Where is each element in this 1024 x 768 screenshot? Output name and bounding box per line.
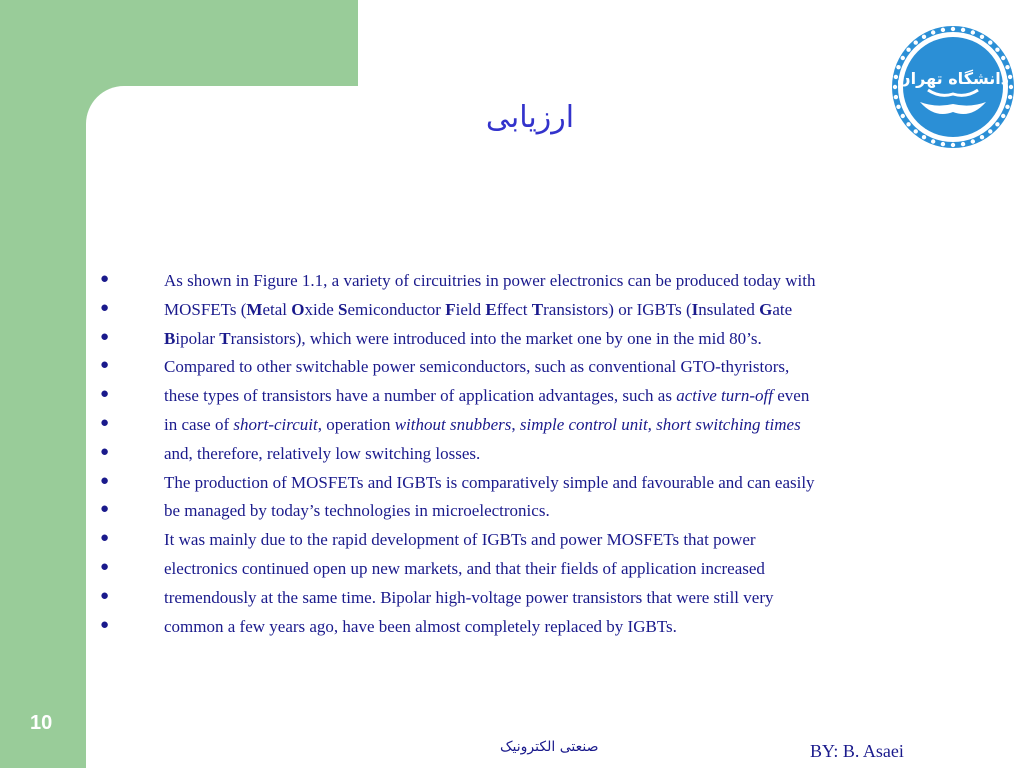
bullet-line: [100, 356, 1000, 385]
bullet-text: electronics continued open up new markets, and that their fields of application increased: [164, 558, 765, 578]
bullet-marker: ●: [100, 587, 110, 604]
bullet-marker: ●: [100, 271, 110, 287]
footer-author: BY: B. Asaei: [810, 741, 904, 761]
bullet-marker: ●: [100, 501, 110, 518]
bullet-text: these types of transistors have a number of application advantages, such as active turn-off even: [164, 386, 810, 406]
bullet-text: MOSFETs (Metal Oxide Semiconductor Field Effect Transistors) or IGBTs (Insulated Gate: [164, 299, 793, 319]
bullet-marker: ●: [100, 386, 110, 403]
bullet-text: Compared to other switchable power semiconductors, such as conventional GTO-thyristors,: [164, 357, 790, 377]
bullet-line: [100, 558, 1000, 587]
bullet-marker: ●: [100, 443, 110, 460]
bullet-line: [100, 414, 1000, 443]
top-left-band: [0, 0, 358, 88]
bullet-line: [100, 443, 1000, 472]
bullet-marker: ●: [100, 472, 110, 489]
bullet-list: [100, 270, 1000, 644]
bullet-line: [100, 328, 1000, 357]
bullet-marker: ●: [100, 299, 110, 316]
bullet-marker: ●: [100, 357, 110, 374]
bullet-text: be managed by today’s technologies in microelectronics.: [164, 501, 550, 521]
bullet-text: It was mainly due to the rapid development of IGBTs and power MOSFETs that power: [164, 530, 756, 550]
bullet-text: in case of short-circuit, operation without snubbers, simple control unit, short switching times: [164, 414, 801, 434]
bullet-marker: ●: [100, 328, 110, 345]
bullet-text: tremendously at the same time. Bipolar high-voltage power transistors that were still very: [164, 587, 774, 607]
university-seal-icon: [890, 24, 1016, 150]
slide-number: 10: [30, 712, 53, 734]
university-logo: [890, 24, 1016, 150]
bullet-line: [100, 616, 1000, 645]
bullet-marker: ●: [100, 414, 110, 431]
bullet-text: common a few years ago, have been almost completely replaced by IGBTs.: [164, 616, 677, 636]
footer-course-name: صنعتی الکترونیک: [500, 739, 599, 755]
bullet-line: [100, 472, 1000, 501]
bullet-line: [100, 587, 1000, 616]
bullet-marker: ●: [100, 558, 110, 575]
svg-text:دانشگاه تهران: دانشگاه تهران: [897, 69, 1009, 88]
bullet-text: The production of MOSFETs and IGBTs is comparatively simple and favourable and can easily: [164, 472, 815, 492]
bullet-line: [100, 385, 1000, 414]
bullet-marker: ●: [100, 530, 110, 547]
bullet-line: [100, 299, 1000, 328]
slide-title: ارزیابی: [485, 100, 575, 135]
bullet-marker: ●: [100, 616, 110, 633]
bullet-line: [100, 529, 1000, 558]
bullet-text: and, therefore, relatively low switching losses.: [164, 443, 481, 463]
bullet-text: Bipolar Transistors), which were introduced into the market one by one in the mid 80’s.: [164, 328, 762, 348]
bullet-line: [100, 500, 1000, 529]
bullet-text: As shown in Figure 1.1, a variety of circuitries in power electronics can be produced today with: [164, 271, 816, 290]
bullet-line: [100, 270, 1000, 299]
